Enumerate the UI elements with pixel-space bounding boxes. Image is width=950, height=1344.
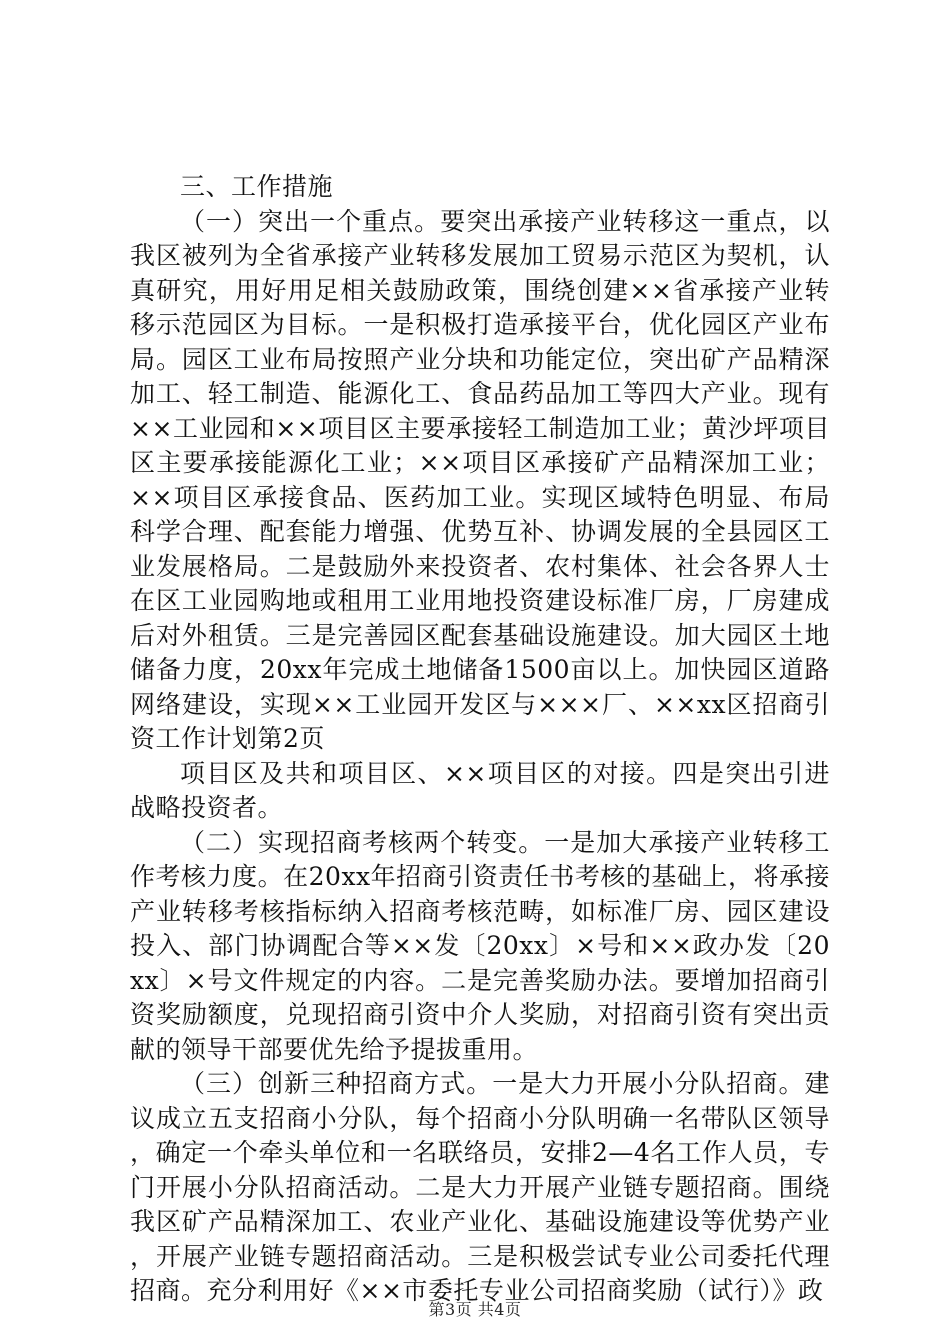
paragraph-methods: （三）创新三种招商方式。一是大力开展小分队招商。建议成立五支招商小分队，每个招商小分队明确一名带队区领导，确定一个牵头单位和一名联络员，安排2—4名工作人员，专门开展小分队招商活动。二是大力开展产业链专题招商。围绕我区矿产品精深加工、农业产业化、基础设施建设等优势产业，开展产业链专题招商活动。三是积极尝试专业公司委托代理招商。充分利用好《××市委托专业公司招商奖励（试行）》政 [130,1069,830,1305]
paragraph-key-focus: （一）突出一个重点。要突出承接产业转移这一重点，以我区被列为全省承接产业转移发展加工贸易示范区为契机，认真研究，用好用足相关鼓励政策，围绕创建××省承接产业转移示范园区为目标。一是积极打造承接平台，优化园区产业布局。园区工业布局按照产业分块和功能定位，突出矿产品精深加工、轻工制造、能源化工、食品药品加工等四大产业。现有××工业园和××项目区主要承接轻工制造加工业；黄沙坪项目区主要承接能源化工业；××项目区承接矿产品精深加工业；××项目区承接食品、医药加工业。实现区域特色明显、布局科学合理、配套能力增强、优势互补、协调发展的全县园区工业发展格局。二是鼓励外来投资者、农村集体、社会各界人士在区工业园购地或租用工业用地投资建设标准厂房，厂房建成后对外租赁。三是完善园区配套基础设施建设。加大园区土地储备力度，20xx年完成土地储备1500亩以上。加快园区道路网络建设，实现××工业园开发区与×××厂、××xx区招商引资工作计划第2页 [130,206,830,753]
page-footer: 第3页 共4页 [428,1300,522,1319]
paragraph-assessment: （二）实现招商考核两个转变。一是加大承接产业转移工作考核力度。在20xx年招商引资责任书考核的基础上，将承接产业转移考核指标纳入招商考核范畴，如标准厂房、园区建设投入、部门协调配合等××发〔20xx〕×号和××政办发〔20xx〕×号文件规定的内容。二是完善奖励办法。要增加招商引资奖励额度，兑现招商引资中介人奖励，对招商引资有突出贡献的领导干部要优先给予提拔重用。 [130,827,830,1064]
section-heading: 三、工作措施 [180,172,334,201]
document-body [130,170,830,1309]
paragraph-continuation: 项目区及共和项目区、××项目区的对接。四是突出引进战略投资者。 [130,758,830,822]
